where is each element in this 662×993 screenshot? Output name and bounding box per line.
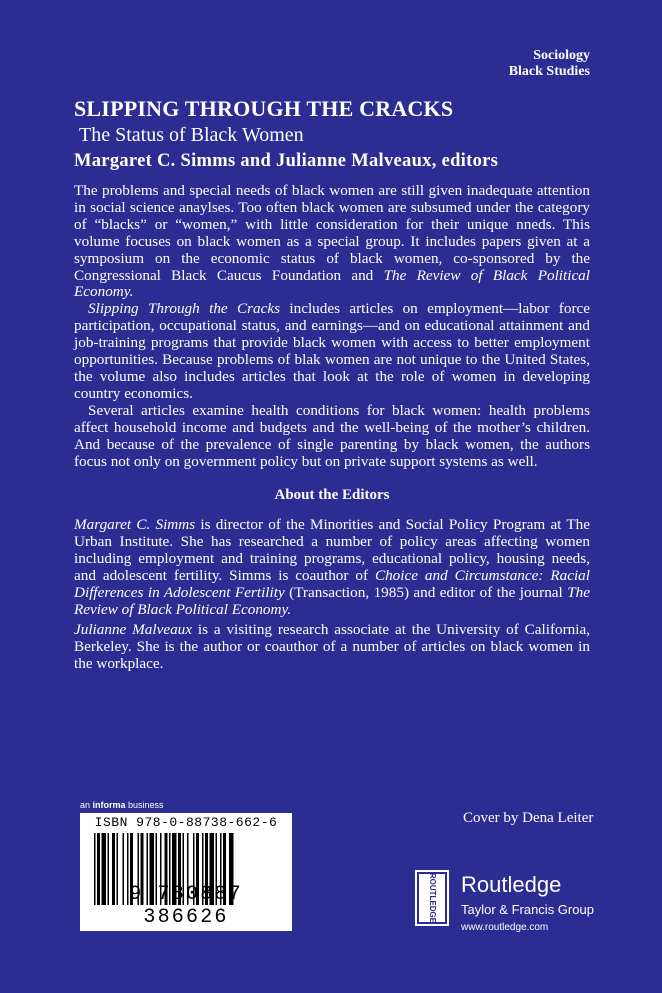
malveaux-bio: Julianne Malveaux is a visiting research associate at the University of California, Berkeley. She is the author or coauthor of a number of articles on black women in the workplace. [74, 621, 591, 672]
logo-wordmark: ROUTLEDGE [427, 872, 437, 924]
simms-bio: Margaret C. Simms is director of the Minorities and Social Policy Program at The Urban Institute. She has researched a number of policy areas affecting women including employment and training programs, educational policy, housing needs, and adolescent fertility. Simms is coauthor of Choice and Circumstance: Racial Differences in Adolescent Fertility (Transaction, 1985) and editor of the journal The Review of Black Political Economy. [74, 516, 590, 618]
informa-tagline: an informa business [80, 800, 164, 810]
isbn-barcode [80, 813, 292, 931]
publisher-block [415, 870, 605, 940]
simms-name: Margaret C. Simms [74, 516, 196, 533]
publisher-name: Routledge [461, 872, 562, 897]
publisher-group: Taylor & Francis Group [461, 902, 594, 917]
routledge-logo-icon [415, 870, 449, 926]
description-paragraph-1: The problems and special needs of black women are still given inadequate attention in social science anaylses. Too often black women are subsumed under the category of “blacks” or “women,” with little consideration for their unique nneds. This volume focuses on black women as a special group. It includes papers given at a symposium on the economic status of black women, co-sponsored by the Congressional Black Caucus Foundation and The Review of Black Political Economy. [74, 182, 591, 301]
book-description [74, 183, 590, 470]
publisher-url: www.routledge.com [461, 922, 549, 933]
simms-book-title: Choice and Circumstance: Racial Differences in Adolescent Fertility [74, 566, 590, 601]
ean-digits: 9 780887 386626 [129, 883, 243, 929]
journal-title: The Review of Black Political Economy. [74, 266, 591, 301]
subject-categories [509, 48, 590, 80]
malveaux-name: Julianne Malveaux [74, 621, 193, 638]
isbn-number: ISBN 978-0-88738-662-6 [94, 815, 278, 830]
simms-journal-title: The Review of Black Political Economy. [74, 583, 590, 618]
book-title-reference: Slipping Through the Cracks [88, 300, 281, 318]
category-black-studies: Black Studies [508, 64, 590, 79]
book-subtitle: The Status of Black Women [79, 124, 304, 146]
book-editors: Margaret C. Simms and Julianne Malveaux, editors [74, 151, 499, 171]
description-paragraph-3: Several articles examine health conditions for black women: health problems affect household income and budgets and the well-being of the mother’s children. And because of the prevalence of single parenting by black women, the authors focus not only on government policy but on private support systems as well. [74, 401, 590, 470]
book-title: SLIPPING THROUGH THE CRACKS [74, 96, 454, 121]
description-paragraph-2: Slipping Through the Cracks includes articles on employment—labor force participation, occupational status, and earnings—and on educational attainment and job-training programs that provide black women with access to better employment opportunities. Because problems of blak women are not unique to the United States, the volume also includes articles that look at the role of women in developing country economics. [74, 300, 590, 402]
about-editors-heading: About the Editors [274, 487, 390, 503]
cover-credit: Cover by Dena Leiter [463, 810, 594, 826]
category-sociology: Sociology [533, 48, 590, 63]
